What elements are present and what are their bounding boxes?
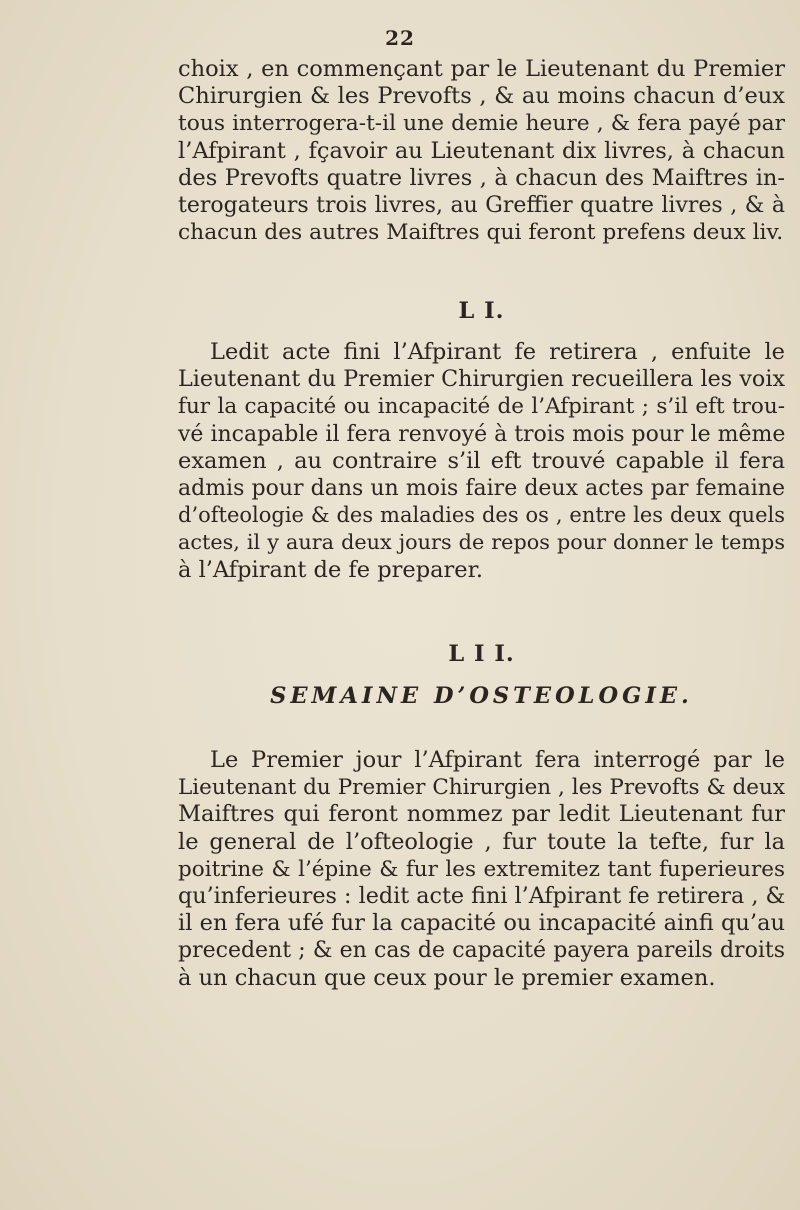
- text-line: à l’Afpirant de fe preparer.: [178, 556, 484, 583]
- text-line: des Prevofts quatre livres , à chacun des Maiftres in-: [178, 164, 785, 191]
- text-line: le general de l’ofteologie , fur toute la tefte, fur la: [178, 828, 785, 855]
- text-line: precedent ; & en cas de capacité payera pareils droits: [178, 938, 785, 964]
- text-line: il en fera ufé fur la capacité ou incapacité ainfi qu’au: [178, 910, 785, 937]
- text-line: Le Premier jour l’Afpirant fera interrogé par le: [210, 747, 785, 773]
- text-line: actes, il y aura deux jours de repos pour donner le temps: [178, 530, 785, 555]
- text-line: qu’inferieures : ledit acte fini l’Afpirant fe retirera , &: [178, 883, 786, 910]
- text-line: admis pour dans un mois faire deux actes par femaine: [178, 476, 785, 502]
- section-number-51: L I.: [458, 298, 505, 324]
- paragraph-fees: [178, 56, 785, 246]
- text-line: l’Afpirant , fçavoir au Lieutenant dix livres, à chacun: [178, 137, 785, 164]
- page-number: 22: [385, 26, 415, 50]
- section-number-52: L I I.: [448, 641, 515, 667]
- text-line: Chirurgien & les Prevofts , & au moins chacun d’eux: [178, 83, 785, 110]
- text-line: Lieutenant du Premier Chirurgien , les Prevofts & deux: [178, 775, 785, 801]
- text-line: tous interrogera-t-il une demie heure , & fera payé par: [178, 111, 785, 137]
- text-line: à un chacun que ceux pour le premier examen.: [178, 964, 716, 991]
- text-line: Lieutenant du Premier Chirurgien recueillera les voix: [178, 366, 785, 393]
- section-title: SEMAINE D’OSTEOLOGIE.: [270, 683, 693, 709]
- text-line: terogateurs trois livres, au Greffier quatre livres , & à: [178, 193, 785, 219]
- text-line: Ledit acte fini l’Afpirant fe retirera , enfuite le: [210, 339, 785, 365]
- text-line: choix , en commençant par le Lieutenant du Premier: [178, 56, 785, 82]
- text-line: d’ofteologie & des maladies des os , entre les deux quels: [178, 503, 785, 528]
- text-line: chacun des autres Maiftres qui feront prefens deux liv.: [178, 220, 784, 246]
- text-line: poitrine & l’épine & fur les extremitez tant fuperieures: [178, 856, 785, 882]
- text-line: vé incapable il fera renvoyé à trois mois pour le même: [178, 421, 786, 447]
- paragraph-osteology-exam: [178, 747, 785, 992]
- paragraph-vote: [178, 339, 785, 584]
- text-line: examen , au contraire s’il eft trouvé capable il fera: [178, 447, 785, 474]
- text-line: fur la capacité ou incapacité de l’Afpirant ; s’il eft trou-: [178, 394, 785, 420]
- text-line: Maiftres qui feront nommez par ledit Lieutenant fur: [178, 801, 785, 828]
